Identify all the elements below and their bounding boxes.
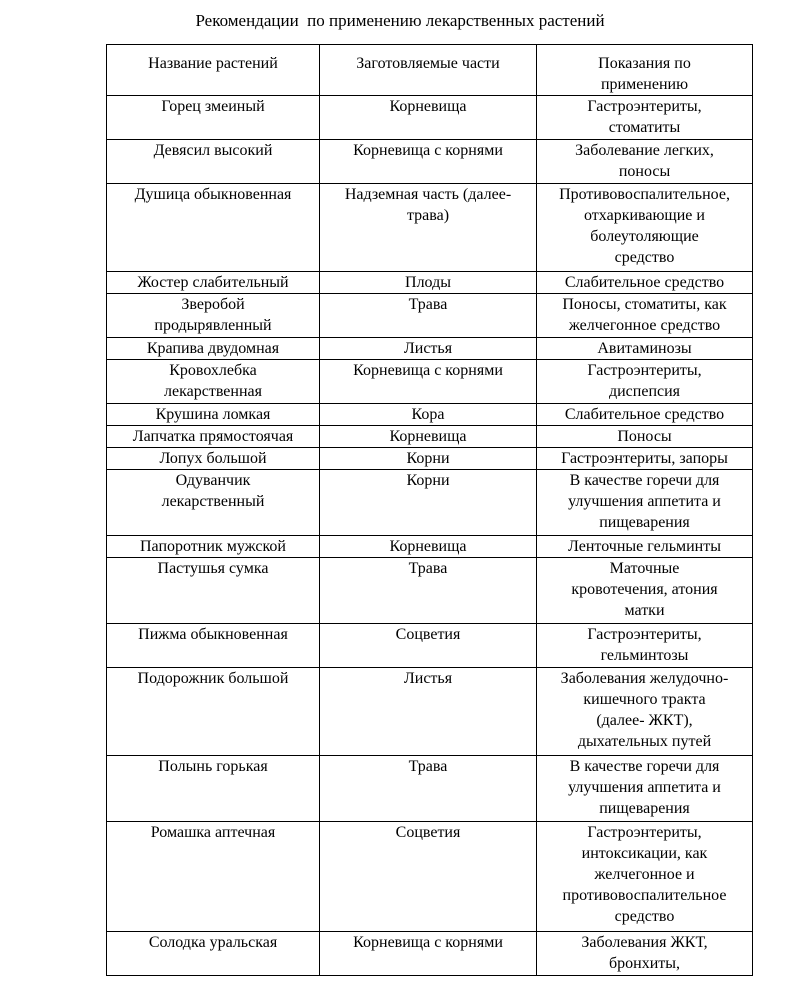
cell-harvested-parts: Трава	[320, 558, 537, 624]
cell-harvested-parts: Корневища	[320, 536, 537, 558]
table-row	[107, 448, 753, 470]
cell-harvested-parts: Трава	[320, 294, 537, 338]
table-row	[107, 426, 753, 448]
table-body	[107, 45, 753, 976]
cell-harvested-parts: Соцветия	[320, 624, 537, 668]
cell-plant-name: Полынь горькая	[107, 756, 320, 822]
table-row	[107, 140, 753, 184]
cell-harvested-parts: Листья	[320, 668, 537, 756]
cell-indications: Гастроэнтериты, диспепсия	[537, 360, 753, 404]
cell-harvested-parts: Кора	[320, 404, 537, 426]
header-indications: Показания по применению	[537, 45, 753, 96]
table-row	[107, 756, 753, 822]
cell-plant-name: Девясил высокий	[107, 140, 320, 184]
cell-indications: Маточные кровотечения, атония матки	[537, 558, 753, 624]
table-row	[107, 272, 753, 294]
cell-plant-name: Солодка уральская	[107, 932, 320, 976]
cell-indications: Заболевания ЖКТ, бронхиты,	[537, 932, 753, 976]
cell-harvested-parts: Корни	[320, 470, 537, 536]
cell-indications: Гастроэнтериты, запоры	[537, 448, 753, 470]
cell-plant-name: Кровохлебка лекарственная	[107, 360, 320, 404]
cell-plant-name: Зверобой продырявленный	[107, 294, 320, 338]
table-row	[107, 404, 753, 426]
table-row	[107, 470, 753, 536]
table-row	[107, 536, 753, 558]
cell-plant-name: Подорожник большой	[107, 668, 320, 756]
cell-harvested-parts: Корневища	[320, 426, 537, 448]
cell-plant-name: Жостер слабительный	[107, 272, 320, 294]
cell-plant-name: Папоротник мужской	[107, 536, 320, 558]
table-row	[107, 624, 753, 668]
cell-harvested-parts: Корни	[320, 448, 537, 470]
cell-harvested-parts: Листья	[320, 338, 537, 360]
cell-plant-name: Пастушья сумка	[107, 558, 320, 624]
cell-harvested-parts: Плоды	[320, 272, 537, 294]
cell-harvested-parts: Корневища с корнями	[320, 932, 537, 976]
cell-plant-name: Лапчатка прямостоячая	[107, 426, 320, 448]
cell-indications: Авитаминозы	[537, 338, 753, 360]
cell-harvested-parts: Надземная часть (далее- трава)	[320, 184, 537, 272]
plants-table	[106, 44, 753, 976]
table-row	[107, 294, 753, 338]
cell-indications: Заболевание легких, поносы	[537, 140, 753, 184]
cell-indications: Заболевания желудочно- кишечного тракта (далее- ЖКТ), дыхательных путей	[537, 668, 753, 756]
header-plant-name: Название растений	[107, 45, 320, 96]
cell-plant-name: Лопух большой	[107, 448, 320, 470]
cell-indications: Гастроэнтериты, стоматиты	[537, 96, 753, 140]
cell-plant-name: Крапива двудомная	[107, 338, 320, 360]
cell-indications: Гастроэнтериты, гельминтозы	[537, 624, 753, 668]
cell-plant-name: Крушина ломкая	[107, 404, 320, 426]
cell-harvested-parts: Трава	[320, 756, 537, 822]
cell-plant-name: Пижма обыкновенная	[107, 624, 320, 668]
cell-indications: Ленточные гельминты	[537, 536, 753, 558]
cell-indications: В качестве горечи для улучшения аппетита и пищеварения	[537, 470, 753, 536]
cell-indications: Слабительное средство	[537, 272, 753, 294]
page-title: Рекомендации по применению лекарственных растений	[195, 11, 605, 30]
table-row	[107, 360, 753, 404]
cell-indications: Слабительное средство	[537, 404, 753, 426]
cell-indications: В качестве горечи для улучшения аппетита и пищеварения	[537, 756, 753, 822]
cell-indications: Противовоспалительное, отхаркивающие и болеутоляющие средство	[537, 184, 753, 272]
cell-harvested-parts: Корневища с корнями	[320, 140, 537, 184]
table-row	[107, 668, 753, 756]
cell-plant-name: Ромашка аптечная	[107, 822, 320, 932]
table-row	[107, 932, 753, 976]
table-header-row	[107, 45, 753, 96]
cell-harvested-parts: Соцветия	[320, 822, 537, 932]
table-row	[107, 184, 753, 272]
header-harvested-parts: Заготовляемые части	[320, 45, 537, 96]
cell-indications: Поносы, стоматиты, как желчегонное средство	[537, 294, 753, 338]
cell-harvested-parts: Корневища	[320, 96, 537, 140]
cell-indications: Поносы	[537, 426, 753, 448]
table-row	[107, 558, 753, 624]
cell-plant-name: Горец змеиный	[107, 96, 320, 140]
cell-indications: Гастроэнтериты, интоксикации, как желчегонное и противовоспалительное средство	[537, 822, 753, 932]
table-row	[107, 338, 753, 360]
table-row	[107, 822, 753, 932]
cell-harvested-parts: Корневища с корнями	[320, 360, 537, 404]
table-row	[107, 96, 753, 140]
cell-plant-name: Душица обыкновенная	[107, 184, 320, 272]
cell-plant-name: Одуванчик лекарственный	[107, 470, 320, 536]
